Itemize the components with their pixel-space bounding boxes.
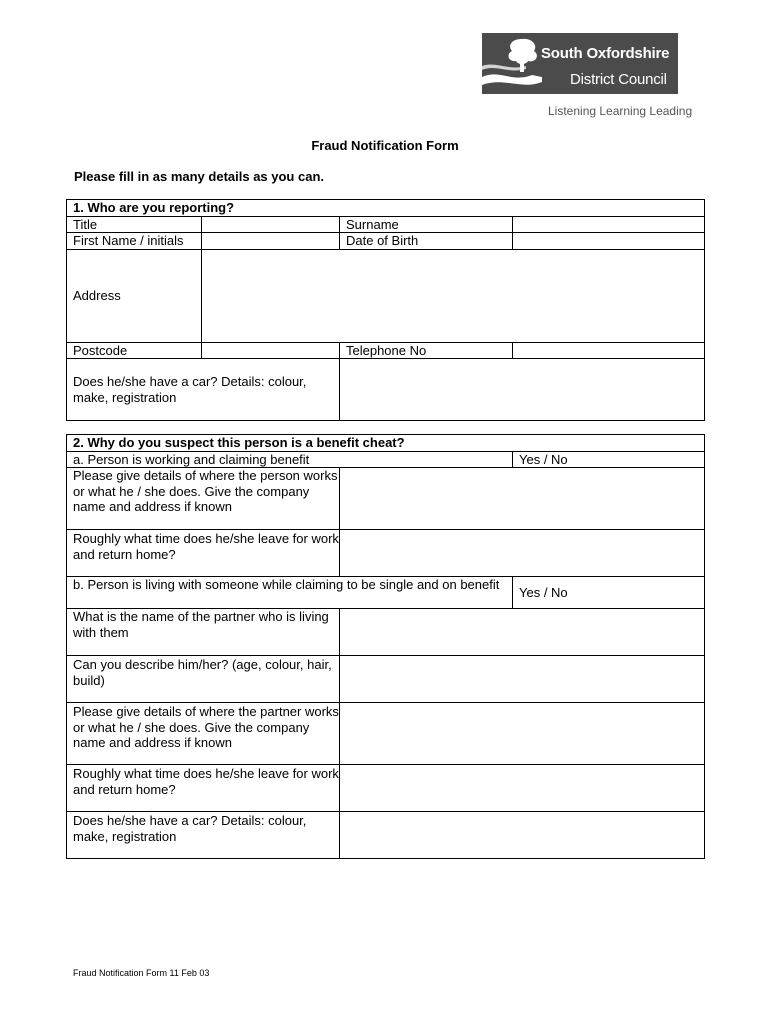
section-1-heading: 1. Who are you reporting? bbox=[67, 200, 705, 217]
surname-field[interactable] bbox=[513, 216, 705, 233]
logo-banner bbox=[482, 33, 678, 94]
section-2-table bbox=[66, 434, 705, 859]
postcode-field[interactable] bbox=[202, 342, 340, 359]
title-label: Title bbox=[67, 216, 202, 233]
dob-field[interactable] bbox=[513, 233, 705, 250]
working-yes-no[interactable]: Yes / No bbox=[513, 451, 705, 468]
work-details-field[interactable] bbox=[340, 468, 705, 530]
telephone-field[interactable] bbox=[513, 342, 705, 359]
first-name-label: First Name / initials bbox=[67, 233, 202, 250]
section-1-table bbox=[66, 199, 705, 421]
car-label: Does he/she have a car? Details: colour, make, registration bbox=[67, 359, 340, 421]
partner-description-label: Can you describe him/her? (age, colour, hair, build) bbox=[67, 656, 340, 703]
partner-times-field[interactable] bbox=[340, 765, 705, 812]
form-title: Fraud Notification Form bbox=[311, 138, 459, 153]
work-times-field[interactable] bbox=[340, 530, 705, 577]
work-times-label: Roughly what time does he/she leave for work and return home? bbox=[67, 530, 340, 577]
first-name-field[interactable] bbox=[202, 233, 340, 250]
footer-note: Fraud Notification Form 11 Feb 03 bbox=[73, 968, 210, 978]
partner-car-field[interactable] bbox=[340, 812, 705, 859]
form-intro: Please fill in as many details as you can. bbox=[74, 169, 325, 184]
council-logo bbox=[482, 33, 693, 121]
logo-line-2: District Council bbox=[570, 71, 667, 88]
section-2-heading: 2. Why do you suspect this person is a benefit cheat? bbox=[67, 435, 705, 452]
partner-work-field[interactable] bbox=[340, 703, 705, 765]
title-field[interactable] bbox=[202, 216, 340, 233]
address-field[interactable] bbox=[202, 249, 705, 342]
postcode-label: Postcode bbox=[67, 342, 202, 359]
dob-label: Date of Birth bbox=[340, 233, 513, 250]
car-field[interactable] bbox=[340, 359, 705, 421]
logo-tagline: Listening Learning Leading bbox=[548, 104, 693, 118]
living-with-yes-no[interactable]: Yes / No bbox=[513, 577, 705, 609]
partner-times-label: Roughly what time does he/she leave for work and return home? bbox=[67, 765, 340, 812]
working-claiming-label: a. Person is working and claiming benefit bbox=[67, 451, 513, 468]
partner-name-label: What is the name of the partner who is living with them bbox=[67, 609, 340, 656]
address-label: Address bbox=[67, 249, 202, 342]
living-with-label: b. Person is living with someone while claiming to be single and on benefit bbox=[67, 577, 513, 609]
telephone-label: Telephone No bbox=[340, 342, 513, 359]
surname-label: Surname bbox=[340, 216, 513, 233]
logo-line-1: South Oxfordshire bbox=[541, 45, 670, 62]
partner-work-label: Please give details of where the partner works or what he / she does. Give the company name and address if known bbox=[67, 703, 340, 765]
partner-name-field[interactable] bbox=[340, 609, 705, 656]
partner-car-label: Does he/she have a car? Details: colour, make, registration bbox=[67, 812, 340, 859]
work-details-label: Please give details of where the person works or what he / she does. Give the company name and address if known bbox=[67, 468, 340, 530]
partner-description-field[interactable] bbox=[340, 656, 705, 703]
